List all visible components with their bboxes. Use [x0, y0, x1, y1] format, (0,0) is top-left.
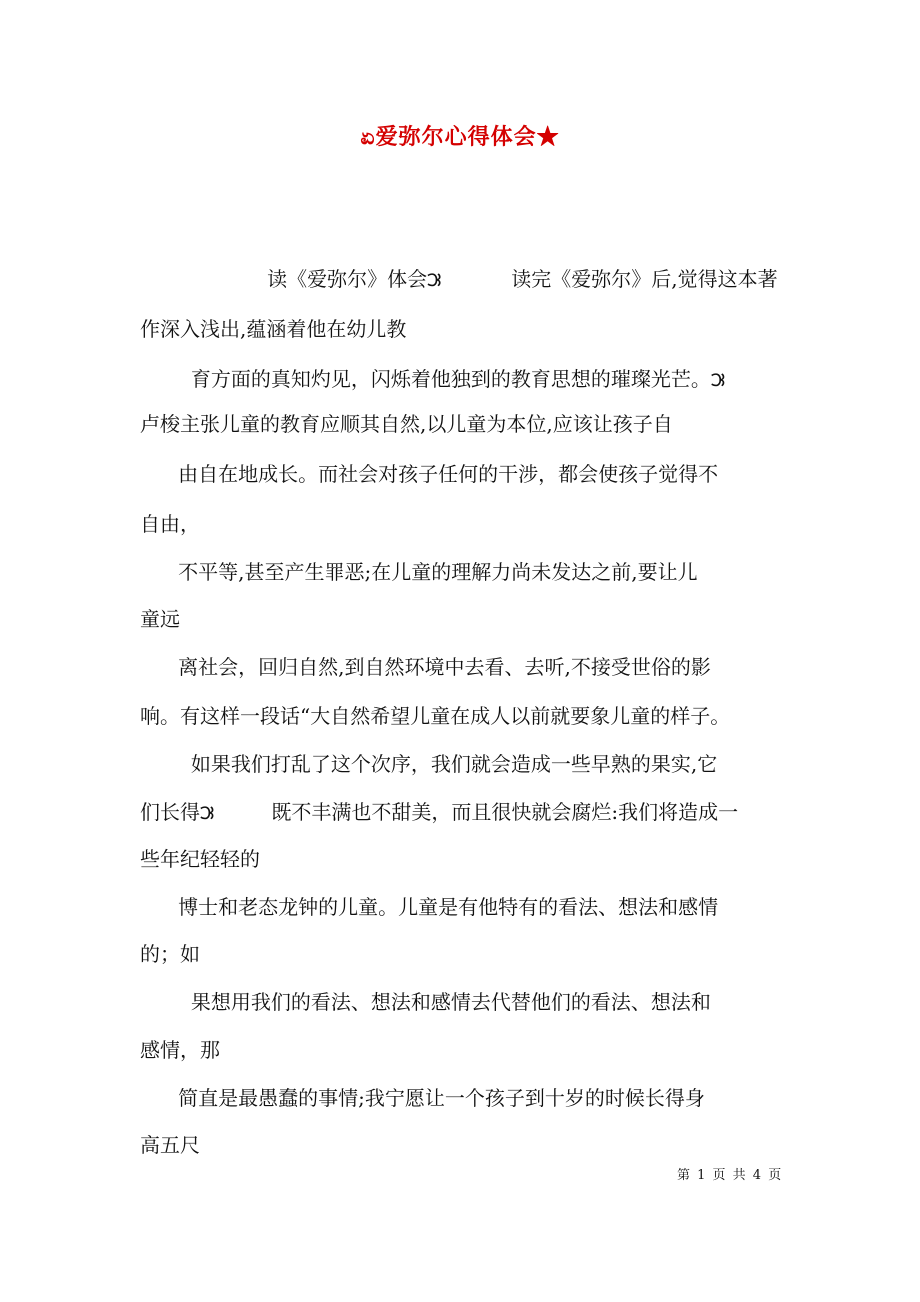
body-line: 作深入浅出,蕴涵着他在幼儿教: [140, 317, 407, 341]
body-line: 读《爱弥尔》体会౫ 读完《爱弥尔》后,觉得这本著: [140, 267, 778, 291]
body-line: 高五尺: [140, 1133, 200, 1157]
body-line: 童远: [140, 607, 180, 631]
body-line: 响。有这样一段话“大自然希望儿童在成人以前就要象儿童的样子。: [140, 704, 731, 728]
body-line: 们长得౫ 既不丰满也不甜美，而且很快就会腐烂:我们将造成一: [140, 800, 739, 824]
body-line: 简直是最愚蠢的事情;我宁愿让一个孩子到十岁的时候长得身: [140, 1086, 705, 1110]
body-line: 的；如: [140, 942, 200, 966]
body-line: 不平等,甚至产生罪恶;在儿童的理解力尚未发达之前,要让儿: [140, 560, 698, 584]
body-line: 果想用我们的看法、想法和感情去代替他们的看法、想法和: [140, 990, 711, 1014]
body-line: 些年纪轻轻的: [140, 847, 260, 871]
body-line: 育方面的真知灼见，闪烁着他独到的教育思想的璀璨光芒。౫: [140, 367, 726, 391]
body-line: 由自在地成长。而社会对孩子任何的干涉，都会使孩子觉得不: [140, 462, 719, 486]
body-line: 如果我们打乱了这个次序，我们就会造成一些早熟的果实,它: [140, 752, 718, 776]
body-line: 自由，: [140, 512, 200, 536]
body-line: 博士和老态龙钟的儿童。儿童是有他特有的看法、想法和感情: [140, 895, 719, 919]
body-line: 感情，那: [140, 1038, 220, 1062]
document-title: ಏ爱弥尔心得体会★: [360, 124, 560, 150]
body-line: 卢梭主张儿童的教育应顺其自然,以儿童为本位,应该让孩子自: [140, 412, 673, 436]
body-line: 离社会，回归自然,到自然环境中去看、去听,不接受世俗的影: [140, 655, 711, 679]
page-number-footer: 第 1 页 共 4 页: [677, 1168, 782, 1183]
